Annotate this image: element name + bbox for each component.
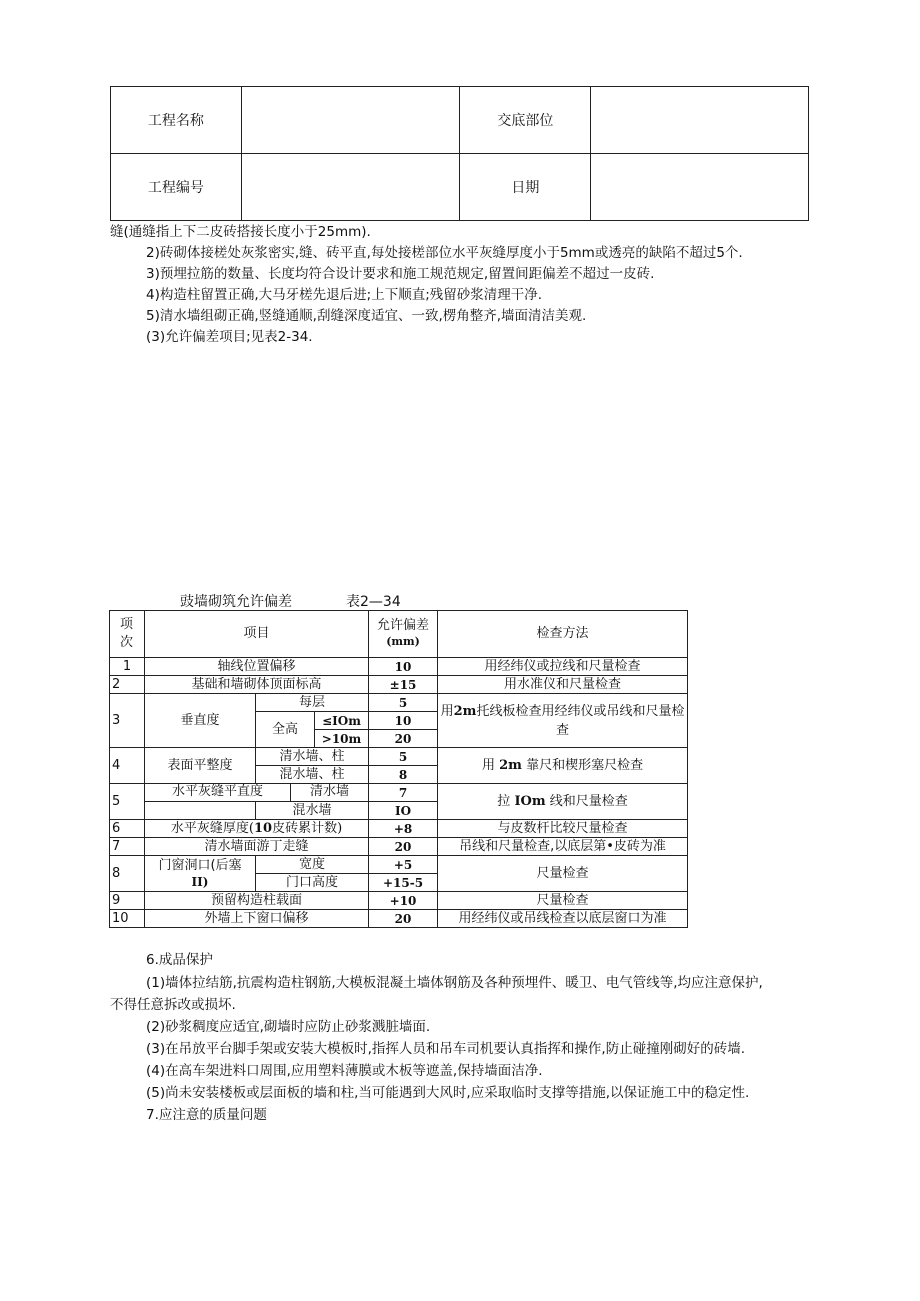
row-method [438, 784, 688, 820]
project-name-label: 工程名称 [111, 87, 242, 154]
table-row [110, 892, 688, 910]
row-item: 轴线位置偏移 [145, 658, 369, 676]
row-tolerance: +10 [369, 892, 438, 910]
row-index: 4 [110, 748, 145, 784]
project-no-value [241, 154, 460, 221]
row-item: 垂直度 [145, 694, 256, 748]
header-tolerance-unit: (mm) [386, 635, 420, 648]
section-heading: 7.应注意的质量问题 [146, 1107, 267, 1123]
tolerance-table [109, 610, 688, 928]
row-method: 用经纬仪或吊线检查以底层窗口为准 [438, 910, 688, 928]
row-method: 吊线和尺量检查,以底层第•皮砖为准 [438, 838, 688, 856]
table-row [110, 856, 688, 874]
row-index: 8 [110, 856, 145, 892]
method-text: 拉 [497, 793, 511, 809]
table-row [110, 910, 688, 928]
row-sub-item: 混水墙 [256, 802, 369, 820]
header-method: 检查方法 [438, 611, 688, 658]
paragraph: (4)在高车架进料口周围,应用塑料薄膜或木板等遮盖,保持墙面洁净. [146, 1063, 543, 1079]
row-tolerance: 20 [369, 838, 438, 856]
method-bold-text: 2m [499, 757, 522, 773]
paragraph: (1)墙体拉结筋,抗震构造柱钢筋,大模板混凝土墙体钢筋及各种预埋件、暖卫、电气管线等,均应注意保护, [146, 975, 763, 991]
row-method: 与皮数杆比较尺量检查 [438, 820, 688, 838]
project-name-value [241, 87, 460, 154]
method-bold-text: IOm [514, 793, 546, 809]
method-text: 线和尺量检查 [549, 793, 628, 809]
row-item-combined [145, 784, 369, 802]
table-row [110, 820, 688, 838]
row-tolerance: +15-5 [369, 874, 438, 892]
table-row [110, 676, 688, 694]
row-method [438, 694, 688, 748]
method-text: 用 [440, 703, 454, 719]
row-item: 表面平整度 [145, 748, 256, 784]
row-tolerance: 20 [369, 730, 438, 748]
header-item: 项目 [145, 611, 369, 658]
row-method: 尺量检查 [438, 856, 688, 892]
row-item [145, 820, 369, 838]
method-text: 靠尺和楔形塞尺检查 [526, 757, 644, 773]
row-sub-item: 门口高度 [256, 874, 369, 892]
table-row [110, 694, 688, 712]
table-header-row [110, 611, 688, 658]
table-caption-number: 表2—34 [346, 594, 401, 610]
row-tolerance: 5 [369, 748, 438, 766]
row-index: 5 [110, 784, 145, 820]
row-tolerance: 7 [369, 784, 438, 802]
row-index: 3 [110, 694, 145, 748]
row-item: 清水墙面游丁走缝 [145, 838, 369, 856]
row-item: 预留构造柱载面 [145, 892, 369, 910]
row-tolerance: IO [369, 802, 438, 820]
row-sub-item: 清水墙 [310, 784, 350, 799]
date-label: 日期 [460, 154, 591, 221]
row-item: 基础和墙砌体顶面标高 [145, 676, 369, 694]
date-value [591, 154, 809, 221]
method-bold-text: 2m [453, 703, 477, 719]
paragraph: 3)预埋拉筋的数量、长度均符合设计要求和施工规范规定,留置间距偏差不超过一皮砖. [146, 266, 655, 282]
row-item-spacer [145, 802, 256, 820]
row-index: 2 [110, 676, 145, 694]
row-sub-item: 全高 [256, 712, 315, 748]
row-method: 用经纬仪或拉线和尺量检查 [438, 658, 688, 676]
row-item [145, 856, 256, 892]
row-sub-item: >10m [315, 730, 369, 748]
header-info-table [110, 86, 809, 221]
item-bold-text: 10 [253, 820, 273, 836]
row-index: 7 [110, 838, 145, 856]
row-tolerance: +8 [369, 820, 438, 838]
table-row [110, 784, 688, 802]
row-item-line: 门窗洞口(后塞 [158, 857, 242, 873]
paragraph: (3)在吊放平台脚手架或安装大模板时,指挥人员和吊车司机要认真指挥和操作,防止碰撞刚砌好的砖墙. [146, 1041, 745, 1057]
row-item: 水平灰缝平直度 [145, 784, 291, 801]
handover-part-value [591, 87, 809, 154]
row-sub-item: ≤IOm [315, 712, 369, 730]
header-tolerance [369, 611, 438, 658]
row-tolerance: 10 [369, 712, 438, 730]
header-tolerance-label: 允许偏差 [377, 618, 430, 633]
row-sub-item: 混水墙、柱 [256, 766, 369, 784]
row-method: 尺量检查 [438, 892, 688, 910]
item-text: 皮砖累计数) [272, 820, 343, 836]
paragraph: 2)砖砌体接槎处灰浆密实,缝、砖平直,每处接槎部位水平灰缝厚度小于5mm或透亮的缺陷不超过5个. [146, 245, 743, 261]
handover-part-label: 交底部位 [460, 87, 591, 154]
paragraph: 5)清水墙组砌正确,竖缝通顺,刮缝深度适宜、一致,楞角整齐,墙面清洁美观. [146, 308, 587, 324]
row-index: 9 [110, 892, 145, 910]
row-tolerance: +5 [369, 856, 438, 874]
table-row [110, 658, 688, 676]
header-index: 项次 [110, 611, 145, 658]
paragraph: 缝(通缝指上下二皮砖搭接长度小于25mm). [110, 224, 371, 240]
row-item: 外墙上下窗口偏移 [145, 910, 369, 928]
row-tolerance: 10 [369, 658, 438, 676]
row-index: 10 [110, 910, 145, 928]
row-tolerance: 20 [369, 910, 438, 928]
paragraph: 4)构造柱留置正确,大马牙槎先退后进;上下顺直;残留砂浆清理干净. [146, 287, 543, 303]
row-index: 6 [110, 820, 145, 838]
row-method: 用水准仪和尺量检查 [438, 676, 688, 694]
item-text: 水平灰缝厚度( [170, 820, 254, 836]
paragraph: (5)尚未安装楼板或层面板的墙和柱,当可能遇到大风时,应采取临时支撑等措施,以保证施工中的稳定性. [146, 1085, 750, 1101]
row-sub-item: 清水墙、柱 [256, 748, 369, 766]
paragraph: (2)砂浆稠度应适宜,砌墙时应防止砂浆溅脏墙面. [146, 1019, 431, 1035]
row-sub-item: 每层 [256, 694, 369, 712]
row-tolerance: 5 [369, 694, 438, 712]
row-sub-item: 宽度 [256, 856, 369, 874]
section-heading: 6.成品保护 [146, 952, 213, 968]
table-row [110, 838, 688, 856]
paragraph: 不得任意拆改或损坏. [110, 997, 236, 1013]
table-row [110, 748, 688, 766]
row-method [438, 748, 688, 784]
row-tolerance: 8 [369, 766, 438, 784]
table-caption-title: 豉墙砌筑允许偏差 [180, 594, 292, 610]
row-tolerance: ±15 [369, 676, 438, 694]
method-text: 托线板检查用经纬仪或吊线和尺量检查 [476, 703, 685, 738]
method-text: 用 [481, 757, 495, 773]
paragraph: (3)允许偏差项目;见表2-34. [146, 329, 313, 345]
row-index: 1 [110, 658, 145, 676]
project-no-label: 工程编号 [111, 154, 242, 221]
row-item-line: II) [191, 874, 209, 889]
